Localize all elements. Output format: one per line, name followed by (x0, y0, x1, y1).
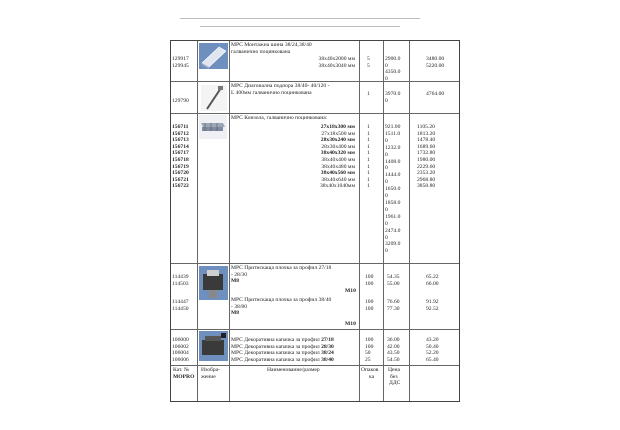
product-title: МРС Монтажна шина 38/24,38/40 галванично поцинкована (231, 42, 312, 55)
price-vat-list: 91.92 92.52 (426, 299, 439, 312)
product-title: МРС Конзола, галванично поцинкована: (231, 115, 328, 121)
price-vat-list: 65.22 66.00 (426, 274, 439, 287)
column-header-code: Кат. № МОРRО (173, 367, 195, 380)
pack-list: 100 100 (365, 274, 374, 287)
pack-list: 5 5 (367, 56, 370, 69)
size-list: 38x40x2000 мм 38x40x3040 мм (318, 56, 355, 69)
decorative-cap-image (199, 331, 228, 361)
price-vat-list: 3480.00 5220.00 (426, 56, 445, 69)
column-header-price: Цена без ДДС (388, 367, 401, 387)
product-title: МРС Диагонална подпора 38/40- 40/120 - L 400мм галванично поцинкована (231, 83, 330, 96)
price-list: 921.00 1511.0 0 1232.0 0 1408.0 0 1444.0 0 1650.0 0 1858.0 0 1961.0 0 2474.0 0 3209.0 0 (385, 124, 401, 255)
price-list: 3970.0 0 (385, 91, 401, 104)
price-vat-list: 4764.00 (426, 91, 445, 97)
code-list: 156711 156712 156713 156714 156717 156718 156719 156720 156721 156722 (172, 124, 189, 190)
console-bracket-image (199, 115, 227, 139)
header-rule-1 (180, 18, 420, 19)
diagonal-brace-image (201, 85, 227, 111)
bolt-size: М10 (345, 288, 356, 294)
column-header-image: Изобра- жение (201, 367, 221, 380)
pack-list: 100 100 50 25 (365, 337, 374, 363)
code-list: 129917 129945 (172, 56, 189, 69)
price-list: 2900.0 0 4350.0 0 (385, 56, 401, 82)
price-vat-list: 43.20 50.40 52.20 65.40 (426, 337, 439, 363)
pack-list: 100 100 (365, 299, 374, 312)
product-title: МРС Притискаща плочка за профил 38/40 - 38/80 М8 (231, 297, 332, 317)
pack-list: 1 (367, 91, 370, 97)
pack-list: 1 1 1 1 1 1 1 1 1 1 (367, 124, 370, 190)
price-list: 54.35 55.00 (387, 274, 400, 287)
column-header-pack: Опаков ка (361, 367, 379, 380)
size-list: 27x18x300 мм 27x18x500 мм 28x30x240 мм 28x30x400 мм 38x40x320 мм 38x40x400 мм 38x40x480 мм 38x40x560 мм 38x40x640 мм 38x40x1040мм (319, 124, 355, 190)
price-vat-list: 1105.20 1813.20 1478.40 1689.60 1732.80 1980.00 2229.60 2353.20 2968.80 3850.80 (417, 124, 436, 190)
code-list: 129790 (172, 98, 189, 104)
code-list: 114439 114503 (172, 274, 189, 287)
mounting-rail-image (199, 43, 228, 69)
price-list: 36.00 42.00 43.50 54.50 (387, 337, 400, 363)
price-list: 76.60 77.30 (387, 299, 400, 312)
product-title: МРС Притискаща плочка за профил 27/18 - 28/30 М8 (231, 265, 332, 285)
code-list: 106000 106002 106004 106006 (172, 337, 189, 363)
code-list: 114447 114450 (172, 299, 189, 312)
bolt-size: М10 (345, 321, 356, 327)
column-header-name: Наименование/размер (267, 367, 320, 373)
clamping-plate-image (199, 266, 228, 300)
product-title: МРС Декоративна капачка за профил 27/18 МРС Декоративна капачка за профил 28/30 МРС Декоративна капачка за профил 38/24 МРС Декоративна капачка за профил 38/40 (231, 337, 334, 363)
price-list-sheet (170, 40, 460, 402)
header-rule-2 (200, 26, 400, 27)
